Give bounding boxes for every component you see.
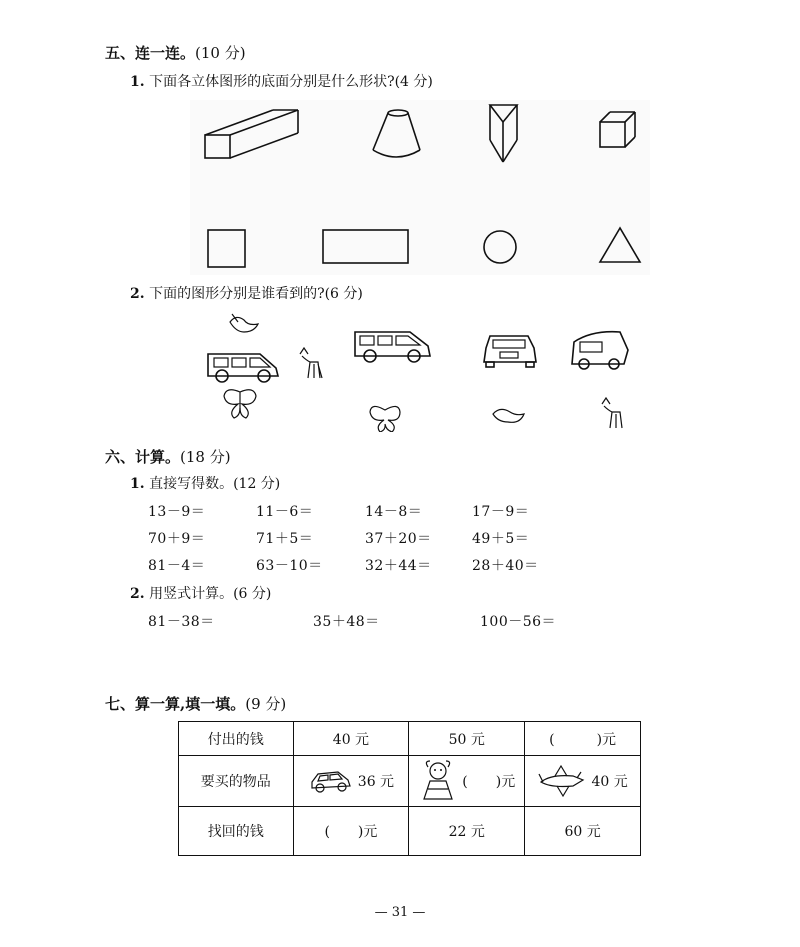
cell-paid-3-blank[interactable]: ( )元 xyxy=(525,722,641,756)
section7-heading: 七、算一算,填一填。(9 分) xyxy=(105,695,287,713)
item-1-price: 36 元 xyxy=(357,774,395,790)
table-row xyxy=(179,722,641,756)
price-table xyxy=(178,721,641,856)
section6-q2: 2. 用竖式计算。(6 分) xyxy=(130,586,272,602)
vertical-calc-item: 100－56＝ xyxy=(480,614,557,630)
section5-q2: 2. 下面的图形分别是谁看到的?(6 分) xyxy=(130,286,363,302)
mental-math-item: 70＋9＝ xyxy=(148,531,206,547)
van-side-icon xyxy=(208,354,278,382)
mental-math-item: 49＋5＝ xyxy=(472,531,530,547)
table-row xyxy=(179,807,641,856)
toy-car-icon xyxy=(308,768,354,794)
item-2-price-blank: ( )元 xyxy=(462,774,516,790)
cell-item-1 xyxy=(293,756,409,807)
cell-change-1-blank[interactable]: ( )元 xyxy=(293,807,409,856)
bird-icon xyxy=(230,314,258,332)
mental-math-item: 81－4＝ xyxy=(148,558,206,574)
van-front-side-icon xyxy=(355,332,430,362)
mental-math-item: 37＋20＝ xyxy=(365,531,432,547)
row-label-paid: 付出的钱 xyxy=(179,722,294,756)
vertical-calc-item: 81－38＝ xyxy=(148,614,215,630)
toy-plane-icon xyxy=(537,764,587,798)
row-label-change: 找回的钱 xyxy=(179,807,294,856)
mental-math-item: 17－9＝ xyxy=(472,504,530,520)
mental-math-item: 13－9＝ xyxy=(148,504,206,520)
solid-and-base-shapes xyxy=(190,100,650,275)
bird-icon-2 xyxy=(493,409,524,422)
butterfly-icon xyxy=(224,390,256,418)
table-row xyxy=(179,756,641,807)
item-3-price: 40 元 xyxy=(591,774,628,790)
mental-math-item: 71＋5＝ xyxy=(256,531,314,547)
deer-icon-2 xyxy=(602,398,622,428)
mental-math-item: 63－10＝ xyxy=(256,558,323,574)
section5-heading: 五、连一连。(10 分) xyxy=(105,44,246,62)
mental-math-item: 14－8＝ xyxy=(365,504,423,520)
mental-math-item: 11－6＝ xyxy=(256,504,314,520)
cell-change-2: 22 元 xyxy=(409,807,525,856)
vertical-calc-item: 35＋48＝ xyxy=(313,614,380,630)
section6-heading: 六、计算。(18 分) xyxy=(105,448,231,466)
cell-paid-1: 40 元 xyxy=(293,722,409,756)
car-rear-icon xyxy=(572,332,628,369)
cell-item-2[interactable] xyxy=(409,756,525,807)
cell-paid-2: 50 元 xyxy=(409,722,525,756)
car-front-icon xyxy=(484,336,536,367)
mental-math-item: 28＋40＝ xyxy=(472,558,539,574)
page-number: — 31 — xyxy=(374,905,426,920)
section5-q1: 1. 下面各立体图形的底面分别是什么形状?(4 分) xyxy=(130,74,433,90)
mental-math-item: 32＋44＝ xyxy=(365,558,432,574)
cell-change-3: 60 元 xyxy=(525,807,641,856)
cell-item-3 xyxy=(525,756,641,807)
viewpoint-picture xyxy=(200,312,650,432)
butterfly-icon-2 xyxy=(370,406,400,432)
deer-icon xyxy=(300,348,322,378)
section6-q1: 1. 直接写得数。(12 分) xyxy=(130,476,281,492)
doll-icon xyxy=(418,759,458,803)
row-label-item: 要买的物品 xyxy=(179,756,294,807)
